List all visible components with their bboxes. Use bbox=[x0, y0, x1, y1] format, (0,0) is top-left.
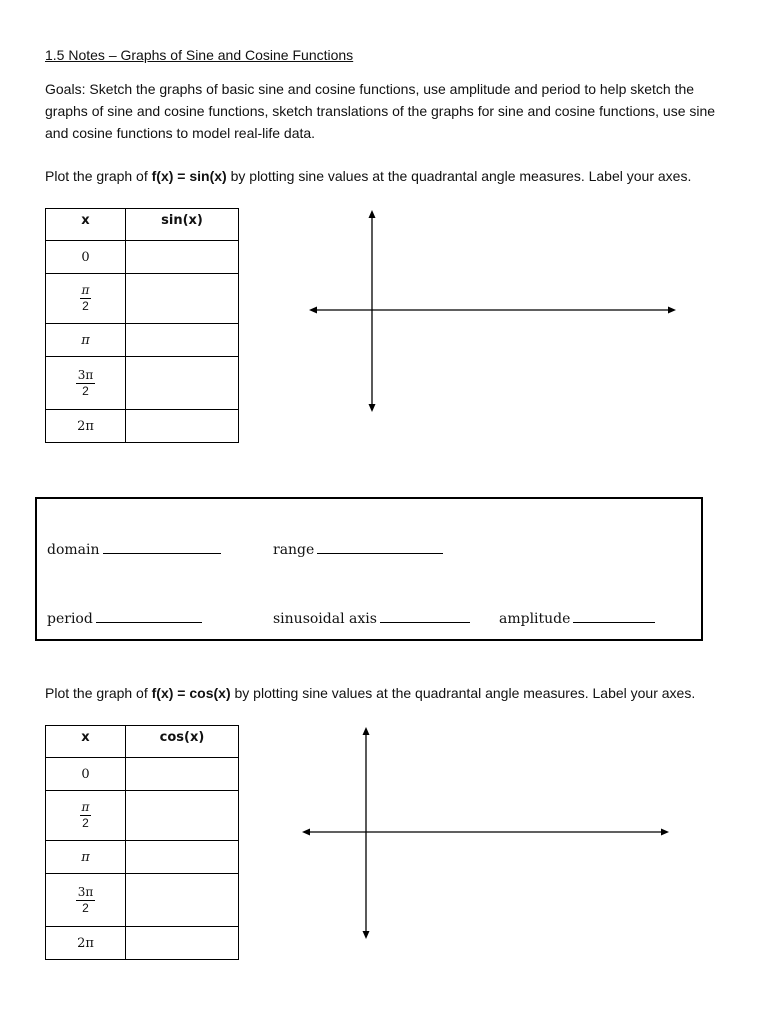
arrow-left-icon bbox=[309, 307, 317, 314]
cosine-x-pi bbox=[46, 841, 126, 874]
range-label: range bbox=[273, 542, 315, 558]
range-field[interactable] bbox=[273, 541, 443, 558]
sine-x-0 bbox=[46, 241, 126, 274]
cosine-value-input[interactable] bbox=[126, 927, 239, 960]
cosine-prompt-after: by plotting sine values at the quadrantal angle measures. Label your axes. bbox=[230, 685, 696, 701]
sine-prompt bbox=[45, 168, 691, 184]
arrow-left-icon bbox=[302, 829, 310, 836]
sine-table-x-header: x bbox=[46, 209, 126, 241]
cosine-x-0 bbox=[46, 758, 126, 791]
goals-paragraph: Goals: Sketch the graphs of basic sine and cosine functions, use amplitude and period to help sketch the graphs of sine and cosine functions, sketch translations of the graphs for sine and cosine functions, use sine and cosine functions to model real-life data. bbox=[45, 81, 716, 141]
fraction-numerator: 3π bbox=[77, 367, 94, 382]
fraction-denominator: 2 bbox=[82, 299, 89, 313]
cosine-value-input[interactable] bbox=[126, 791, 239, 841]
cosine-value-input[interactable] bbox=[126, 874, 239, 927]
cosine-function: f(x) = cos(x) bbox=[151, 685, 231, 701]
sine-value-input[interactable] bbox=[126, 241, 239, 274]
sine-value-input[interactable] bbox=[126, 324, 239, 357]
cosine-value-input[interactable] bbox=[126, 758, 239, 791]
sine-x-pi bbox=[46, 324, 126, 357]
cosine-value-input[interactable] bbox=[126, 841, 239, 874]
sine-table-value-header: sin(x) bbox=[126, 209, 239, 241]
cosine-x-pi-over-2 bbox=[46, 791, 126, 841]
fraction-denominator: 2 bbox=[82, 900, 89, 915]
domain-field[interactable] bbox=[47, 541, 221, 558]
sine-prompt-after: by plotting sine values at the quadrantal angle measures. Label your axes. bbox=[226, 168, 692, 184]
cosine-axes bbox=[298, 722, 678, 944]
arrow-up-icon bbox=[363, 727, 370, 735]
fraction-denominator: 2 bbox=[82, 383, 89, 398]
arrow-right-icon bbox=[661, 829, 669, 836]
period-blank[interactable] bbox=[96, 610, 202, 623]
cosine-table-value-header: cos(x) bbox=[126, 726, 239, 758]
sinusoidal-axis-field[interactable] bbox=[273, 610, 470, 627]
cosine-table-x-header: x bbox=[46, 726, 126, 758]
cosine-prompt-before: Plot the graph of bbox=[45, 685, 152, 701]
range-blank[interactable] bbox=[317, 541, 443, 554]
page-title: 1.5 Notes – Graphs of Sine and Cosine Functions bbox=[45, 47, 354, 63]
sine-value-table bbox=[45, 208, 239, 443]
period-field[interactable] bbox=[47, 610, 202, 627]
amplitude-blank[interactable] bbox=[573, 610, 655, 623]
sine-x-pi-text: π bbox=[81, 332, 90, 348]
cosine-value-table bbox=[45, 725, 239, 960]
sinusoidal-axis-label: sinusoidal axis bbox=[273, 611, 377, 627]
arrow-down-icon bbox=[363, 931, 370, 939]
fraction-numerator: π bbox=[81, 800, 90, 814]
sine-value-input[interactable] bbox=[126, 410, 239, 443]
cosine-x-2pi-text: 2π bbox=[77, 935, 94, 951]
sine-function: f(x) = sin(x) bbox=[151, 168, 227, 184]
fraction-denominator: 2 bbox=[82, 816, 89, 830]
cosine-prompt bbox=[45, 685, 695, 701]
sinusoidal-axis-blank[interactable] bbox=[380, 610, 470, 623]
sine-x-pi-over-2 bbox=[46, 274, 126, 324]
sine-value-input[interactable] bbox=[126, 274, 239, 324]
fraction bbox=[80, 800, 92, 831]
sine-axes bbox=[305, 205, 685, 420]
fraction bbox=[76, 368, 96, 399]
cosine-x-2pi bbox=[46, 927, 126, 960]
sine-x-0-text: 0 bbox=[81, 249, 90, 265]
fraction-numerator: π bbox=[81, 283, 90, 297]
cosine-x-0-text: 0 bbox=[81, 766, 90, 782]
arrow-up-icon bbox=[369, 210, 376, 218]
domain-label: domain bbox=[47, 542, 100, 558]
cosine-x-pi-text: π bbox=[81, 849, 90, 865]
domain-blank[interactable] bbox=[103, 541, 221, 554]
fraction bbox=[76, 885, 96, 916]
sine-value-input[interactable] bbox=[126, 357, 239, 410]
fraction-numerator: 3π bbox=[77, 884, 94, 899]
cosine-x-3pi-over-2 bbox=[46, 874, 126, 927]
fraction bbox=[80, 283, 92, 314]
amplitude-label: amplitude bbox=[499, 611, 571, 627]
period-label: period bbox=[47, 611, 93, 627]
sine-x-2pi-text: 2π bbox=[77, 418, 94, 434]
sine-prompt-before: Plot the graph of bbox=[45, 168, 152, 184]
arrow-right-icon bbox=[668, 307, 676, 314]
sine-x-2pi bbox=[46, 410, 126, 443]
arrow-down-icon bbox=[369, 404, 376, 412]
sine-x-3pi-over-2 bbox=[46, 357, 126, 410]
properties-box bbox=[35, 497, 703, 641]
amplitude-field[interactable] bbox=[499, 610, 655, 627]
